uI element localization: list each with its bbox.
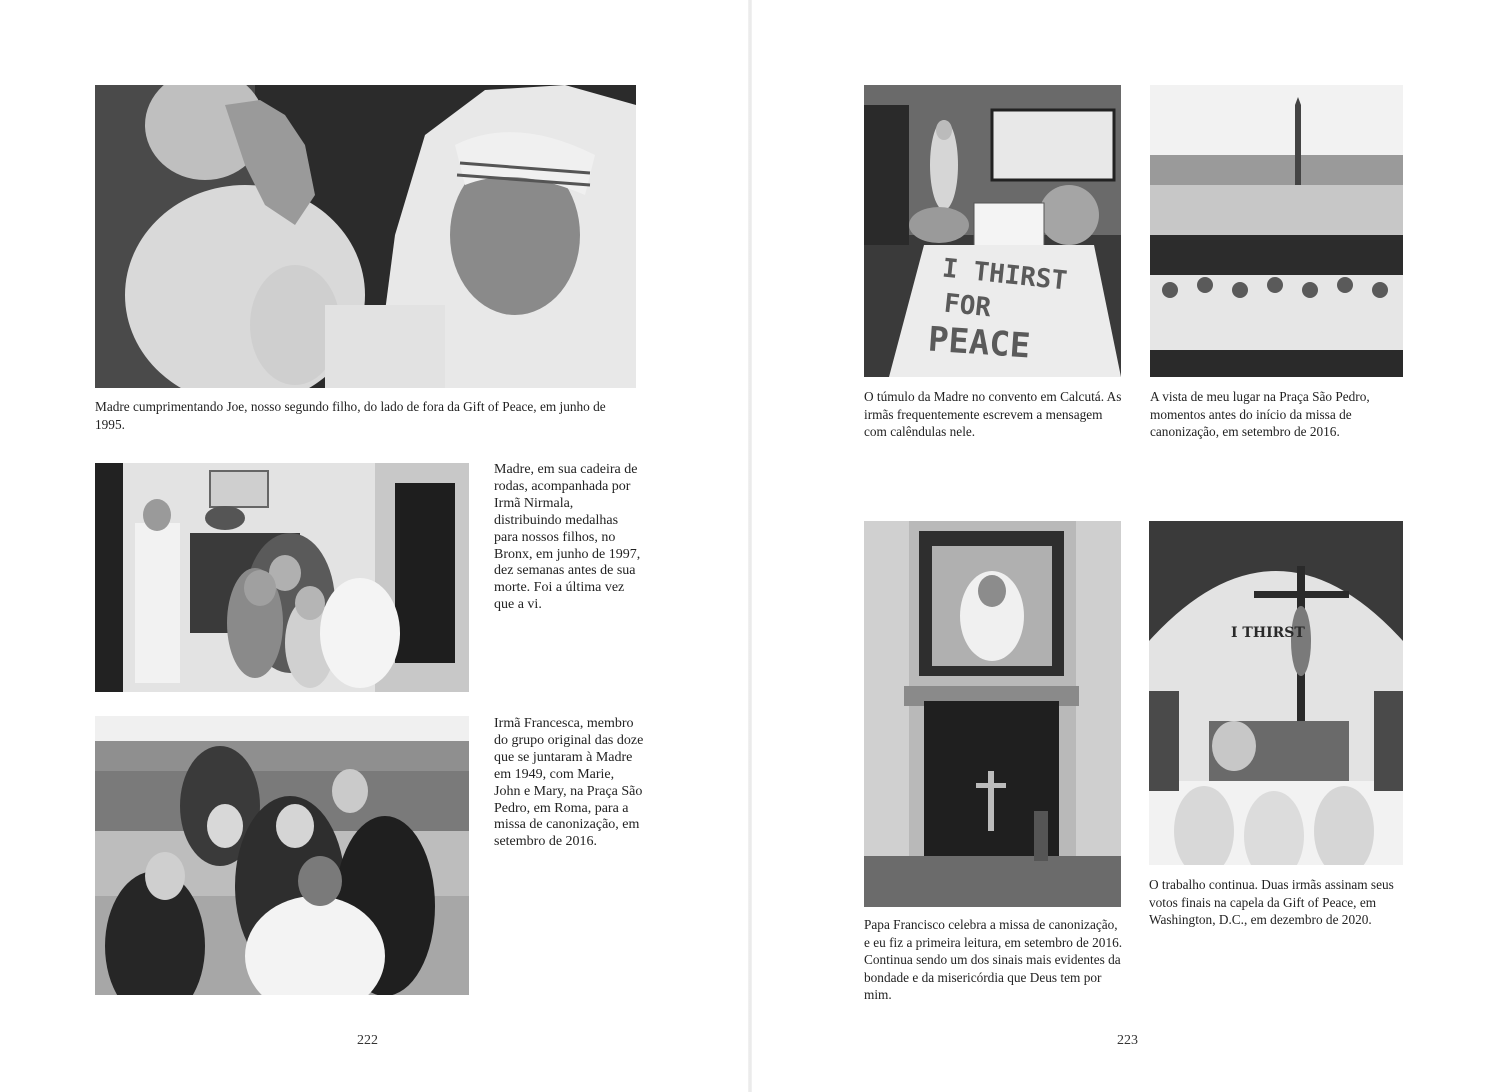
tomb-text-line-1: I THIRST	[940, 253, 1069, 297]
caption-photo-3: Irmã Francesca, membro do grupo original das doze que se juntaram à Madre em 1949, com Marie, John e Mary, na Praça São Pedro, em Roma, para a missa de canonização, em setembro de 2016.	[494, 716, 644, 850]
right-page	[750, 0, 1500, 1092]
photo-canonization-mass	[864, 521, 1121, 907]
photo-tomb-calcutta	[864, 85, 1121, 377]
photo-wheelchair-bronx	[95, 463, 469, 692]
chapel-wall-text: I THIRST	[1231, 625, 1305, 641]
caption-photo-5: A vista de meu lugar na Praça São Pedro, momentos antes do início da missa de canonização, em setembro de 2016.	[1150, 389, 1370, 439]
caption-photo-4: O túmulo da Madre no convento em Calcutá. As irmãs frequentemente escrevem a mensagem com calêndulas nele.	[864, 389, 1122, 439]
caption-photo-2: Madre, em sua cadeira de rodas, acompanhada por Irmã Nirmala, distribuindo medalhas para nossos filhos, no Bronx, em junho de 1997, dez semanas antes de sua morte. Foi a última vez que a vi.	[494, 462, 641, 613]
photo-chapel-vows	[1149, 521, 1403, 865]
photo-st-peters-group	[95, 716, 469, 995]
tomb-text-line-2: FOR	[942, 288, 993, 324]
page-number-right: 223	[1117, 1033, 1138, 1048]
tomb-text-line-3: PEACE	[926, 319, 1032, 367]
photo-st-peters-crowd	[1150, 85, 1403, 377]
page-number-left: 222	[357, 1033, 378, 1048]
caption-photo-1: Madre cumprimentando Joe, nosso segundo filho, do lado de fora da Gift of Peace, em junho de 1995.	[95, 399, 606, 432]
caption-photo-6: Papa Francisco celebra a missa de canonização, e eu fiz a primeira leitura, em setembro de 2016. Continua sendo um dos sinais mais evidentes da bondade e da misericórdia que Deus tem por mim.	[864, 917, 1123, 1002]
photo-mother-greeting-baby	[95, 85, 636, 388]
caption-photo-7: O trabalho continua. Duas irmãs assinam seus votos finais na capela da Gift of Peace, em Washington, D.C., em dezembro de 2020.	[1149, 877, 1394, 927]
